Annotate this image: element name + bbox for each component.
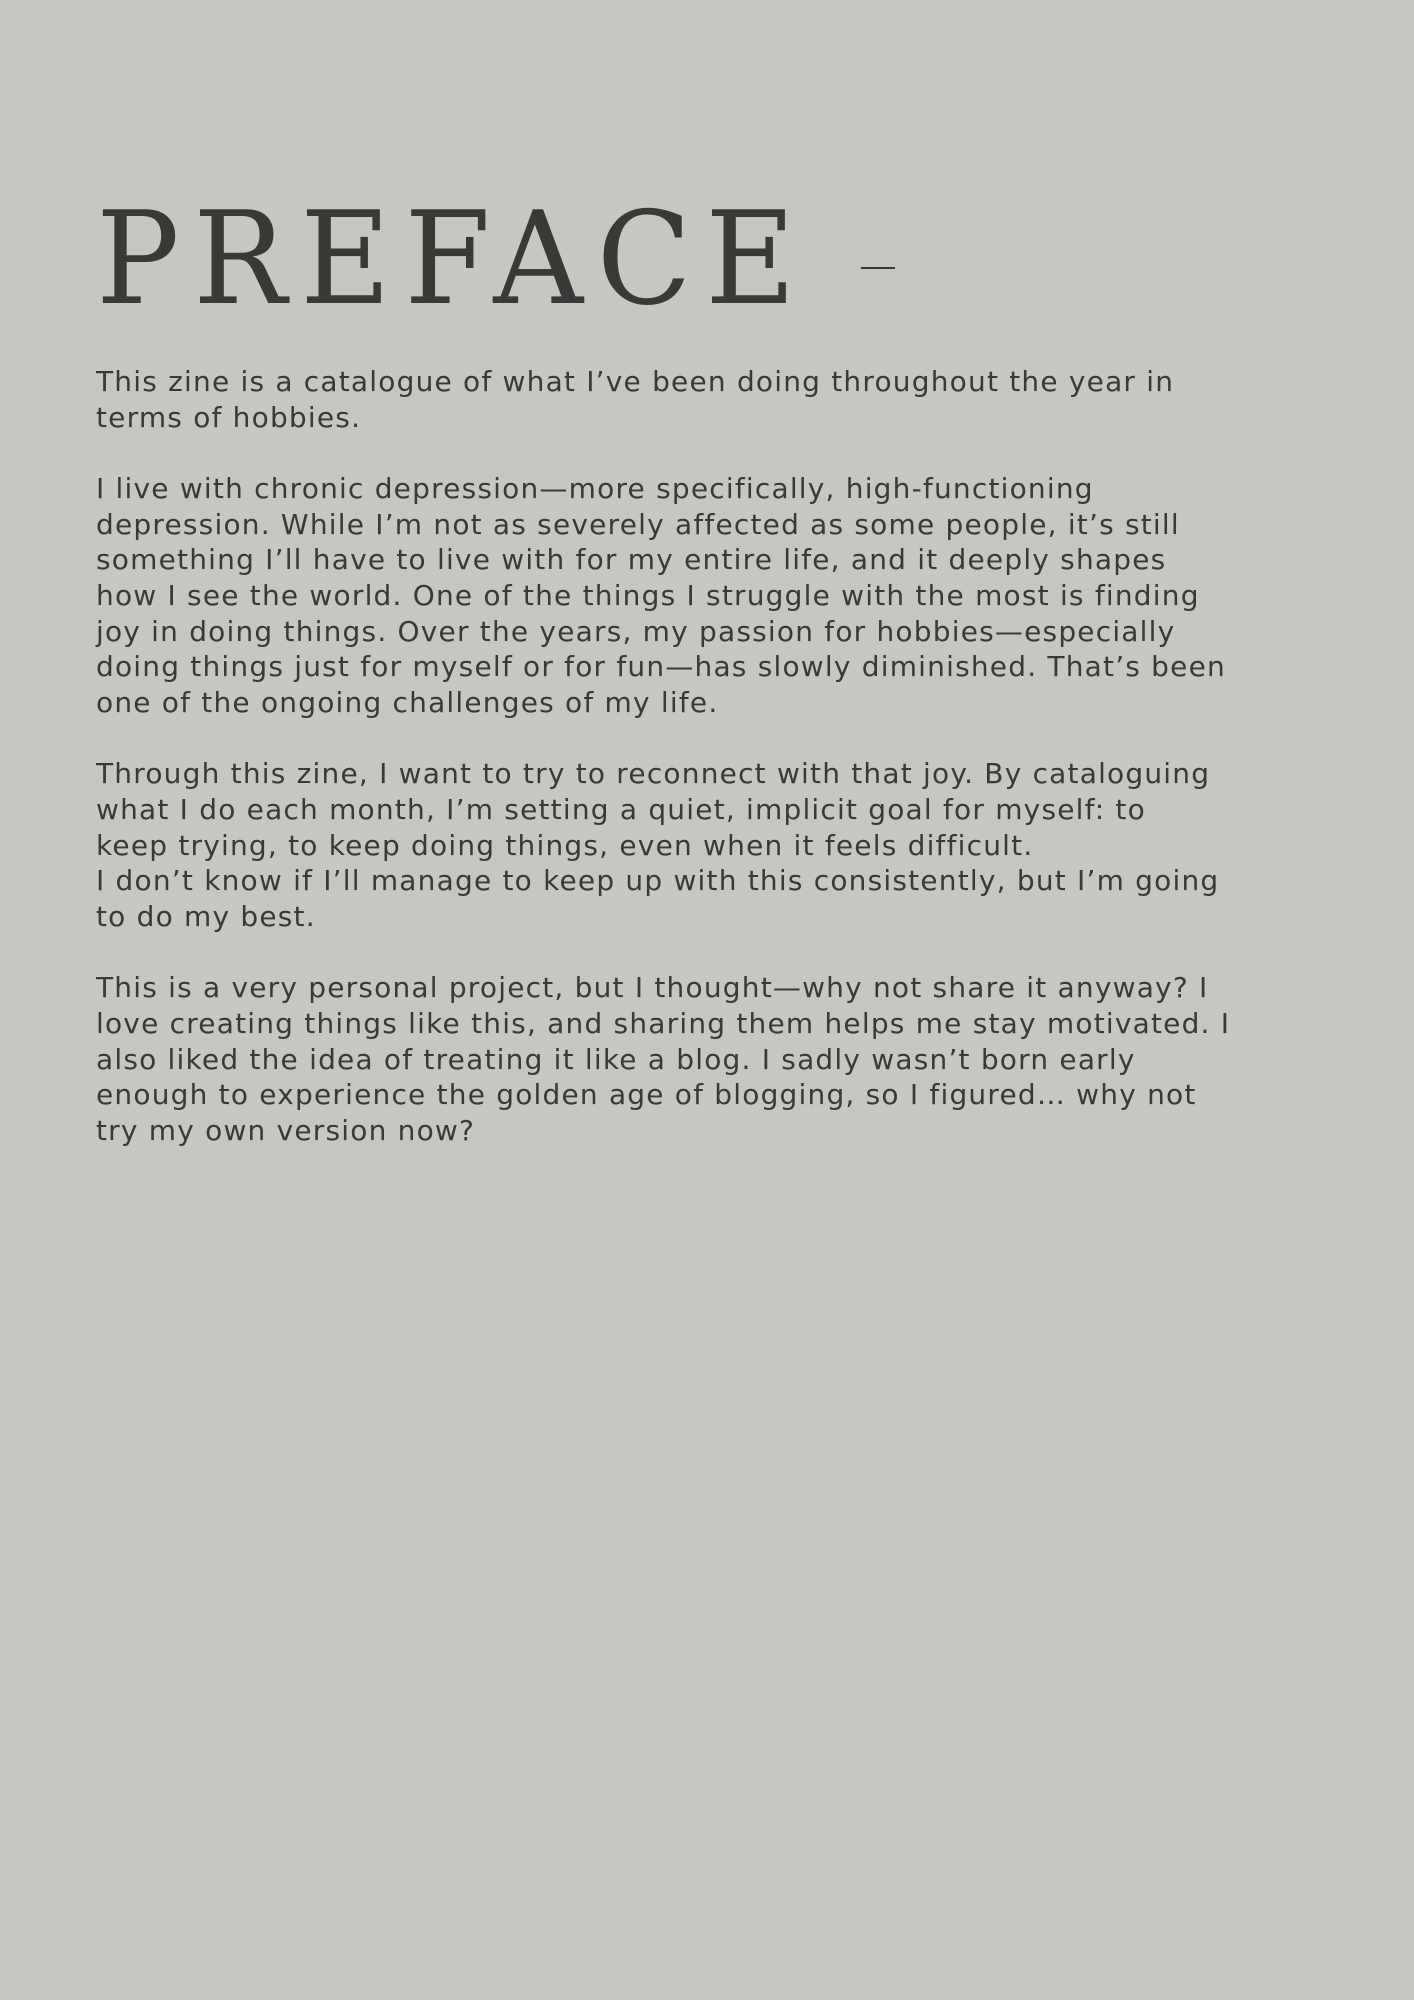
text-line: doing things just for myself or for fun—has slowly diminished. That’s been [96, 650, 1226, 684]
title-dash [861, 267, 895, 269]
text-line: love creating things like this, and sharing them helps me stay motivated. I [96, 1007, 1231, 1041]
text-line: This zine is a catalogue of what I’ve been doing throughout the year in [96, 365, 1175, 398]
text-line: keep trying, to keep doing things, even when it feels difficult. [96, 828, 1034, 862]
text-line: enough to experience the golden age of blogging, so I figured… why not [96, 1078, 1197, 1112]
text-line: how I see the world. One of the things I struggle with the most is finding [96, 579, 1200, 613]
page-title: PREFACE [96, 185, 810, 334]
heading-row [96, 185, 1336, 334]
preface-body [96, 364, 1276, 1149]
text-line: Through this zine, I want to try to reconnect with that joy. By cataloguing [96, 757, 1211, 791]
text-line: I live with chronic depression—more specifically, high-functioning [96, 471, 1094, 505]
text-line: to do my best. [96, 900, 316, 934]
text-line: also liked the idea of treating it like a blog. I sadly wasn’t born early [96, 1042, 1136, 1076]
paragraph-goal [96, 756, 1276, 935]
paragraph-intro [96, 364, 1276, 435]
text-line: This is a very personal project, but I thought—why not share it anyway? I [96, 971, 1209, 1005]
text-line: terms of hobbies. [96, 400, 362, 434]
text-line: something I’ll have to live with for my entire life, and it deeply shapes [96, 543, 1167, 577]
paragraph-sharing [96, 970, 1276, 1149]
paragraph-depression [96, 471, 1276, 721]
text-line: try my own version now? [96, 1114, 476, 1148]
text-line: I don’t know if I’ll manage to keep up with this consistently, but I’m going [96, 864, 1220, 898]
text-line: joy in doing things. Over the years, my passion for hobbies—especially [96, 614, 1176, 648]
text-line: depression. While I’m not as severely affected as some people, it’s still [96, 507, 1180, 541]
text-line: what I do each month, I’m setting a quiet, implicit goal for myself: to [96, 793, 1146, 827]
preface-page [96, 185, 1336, 1184]
text-line: one of the ongoing challenges of my life. [96, 686, 719, 720]
